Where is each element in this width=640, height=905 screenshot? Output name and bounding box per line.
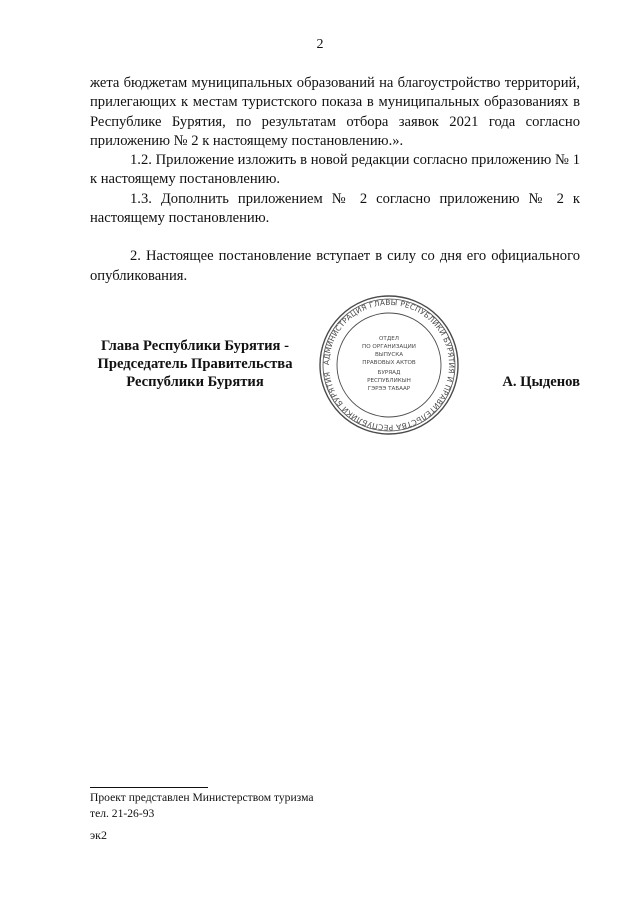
seal-center-text (362, 336, 416, 392)
footnote-line: тел. 21-26-93 (90, 807, 155, 820)
page-code: эк2 (90, 828, 107, 842)
seal-center-line: БУРЯАД (377, 370, 401, 376)
seal-center-line: ПО ОРГАНИЗАЦИИ (362, 344, 416, 350)
footnote-line: Проект представлен Министерством туризма (90, 791, 314, 804)
signatory-title-line: Республики Бурятия (126, 374, 264, 390)
paragraph-1-3: 1.3. Дополнить приложением № 2 согласно приложению № 2 к настоящему постановлению. (90, 190, 580, 227)
seal-ring-text: АДМИНИСТРАЦИЯ ГЛАВЫ РЕСПУБЛИКИ БУРЯТИЯ И ПРАВИТЕЛЬСТВА РЕСПУБЛИКИ БУРЯТИЯ (321, 297, 457, 433)
signatory-title-line: Глава Республики Бурятия - (101, 338, 289, 354)
signatory-title-line: Председатель Правительства (97, 356, 293, 372)
seal-center-line: РЕСПУБЛИКЫН (367, 378, 411, 384)
footnote-divider (90, 787, 208, 788)
paragraph-continuation: жета бюджетам муниципальных образований на благоустройство территорий, прилегающих к местам туристского показа в муниципальных образованиях в Республике Бурятия, по результатам отбора заявок 2021 года согласно приложению № 2 к настоящему постановлению.». (90, 75, 580, 149)
official-seal (318, 294, 460, 436)
signatory-name: А. Цыденов (502, 374, 580, 390)
paragraph-2: 2. Настоящее постановление вступает в силу со дня его официального опубликования. (90, 248, 580, 284)
paragraph-1-2: 1.2. Приложение изложить в новой редакции согласно приложению № 1 к настоящему постановлению. (90, 152, 580, 188)
document-body (90, 74, 580, 286)
seal-center-line: ПРАВОВЫХ АКТОВ (362, 360, 416, 366)
signatory-title (90, 337, 300, 391)
page-number: 2 (316, 37, 324, 52)
seal-center-line: ВЫПУСКА (374, 352, 404, 358)
footnote (90, 790, 313, 822)
seal-center-line: ГЭРЭЭ ТАБААР (367, 386, 411, 392)
seal-center-line: ОТДЕЛ (379, 336, 399, 342)
